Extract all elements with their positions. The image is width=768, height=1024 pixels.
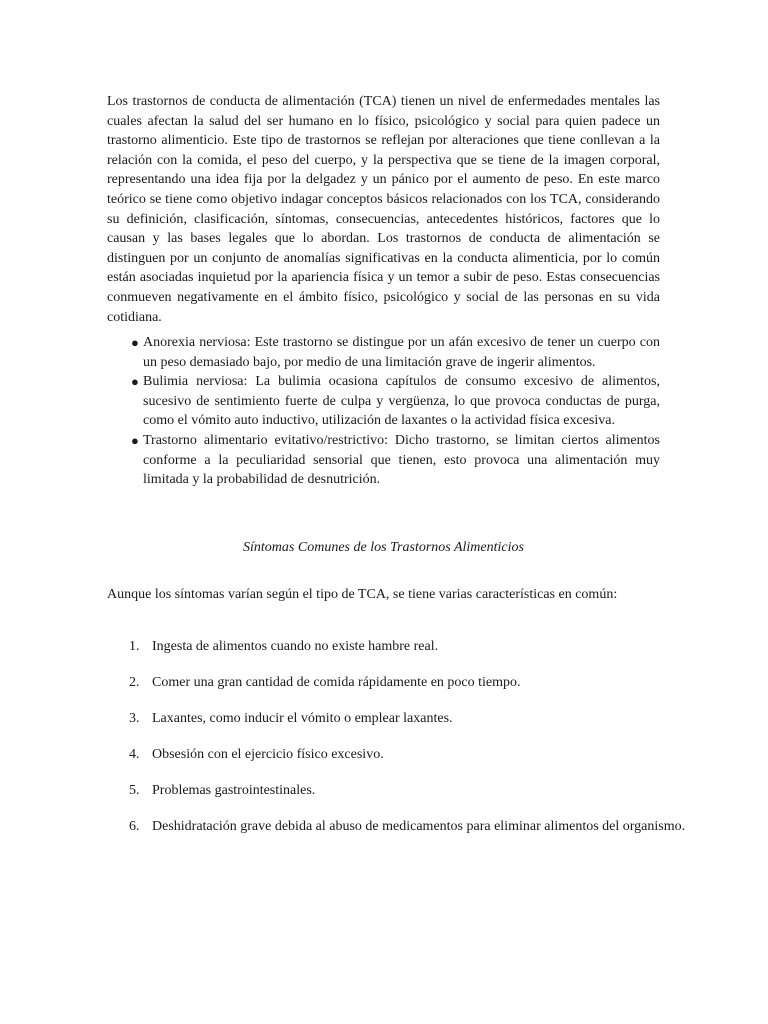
item-text: Laxantes, como inducir el vómito o emplear laxantes. xyxy=(152,711,453,726)
item-number: 2. xyxy=(129,675,140,690)
list-item xyxy=(107,773,692,809)
bullet-icon: ● xyxy=(131,374,139,390)
item-text: Deshidratación grave debida al abuso de medicamentos para eliminar alimentos del organismo. xyxy=(152,819,686,834)
bullet-text: Trastorno alimentario evitativo/restrictivo: Dicho trastorno, se limitan ciertos alimentos conforme a la peculiaridad sensorial que tienen, esto provoca una alimentación muy limitada y la probabilidad de desnutrición. xyxy=(143,432,660,488)
bullet-text: Bulimia nerviosa: La bulimia ocasiona capítulos de consumo excesivo de alimentos, sucesivo de sentimiento fuerte de culpa y vergüenza, lo que provoca conductas de purga, como el vómito auto inductivo, utilización de laxantes o la actividad física excesiva. xyxy=(143,374,660,429)
list-item xyxy=(107,701,692,737)
item-text: Comer una gran cantidad de comida rápidamente en poco tiempo. xyxy=(152,675,521,690)
list-item xyxy=(107,431,660,490)
tca-types-list xyxy=(107,333,660,490)
item-number: 3. xyxy=(129,711,140,726)
list-item xyxy=(107,372,660,431)
bullet-icon: ● xyxy=(131,432,139,448)
item-text: Ingesta de alimentos cuando no existe hambre real. xyxy=(152,639,439,654)
symptoms-list xyxy=(107,629,692,845)
item-text: Problemas gastrointestinales. xyxy=(152,783,316,798)
item-text: Obsesión con el ejercicio físico excesivo. xyxy=(152,747,384,762)
section-heading: Síntomas Comunes de los Trastornos Alimenticios xyxy=(243,540,524,555)
bullet-text: Anorexia nerviosa: Este trastorno se distingue por un afán excesivo de tener un cuerpo con un peso demasiado bajo, por medio de una limitación grave de ingerir alimentos. xyxy=(143,335,660,370)
item-number: 1. xyxy=(129,639,140,654)
item-number: 4. xyxy=(129,747,140,762)
list-item xyxy=(107,809,692,845)
list-item xyxy=(107,333,660,372)
bullet-icon: ● xyxy=(131,335,139,350)
list-item xyxy=(107,737,692,773)
intro-paragraph: Los trastornos de conducta de alimentación (TCA) tienen un nivel de enfermedades mentales las cuales afectan la salud del ser humano en lo físico, psicológico y social para quien padece un trastorno alimenticio. Este tipo de trastornos se reflejan por alteraciones que tiene conllevan a la relación con la comida, el peso del cuerpo, y la perspectiva que se tiene de la imagen corporal, representando una idea fija por la delgadez y un pánico por el aumento de peso. En este marco teórico se tiene como objetivo indagar conceptos básicos relacionados con los TCA, considerando su definición, clasificación, síntomas, consecuencias, antecedentes históricos, factores que lo causan y las bases legales que lo abordan. Los trastornos de conducta de alimentación se distinguen por un conjunto de anomalías significativas en la conducta alimenticia, por lo común están asociadas inquietud por la apariencia física y un temor a subir de peso. Estas consecuencias conmueven negativamente en el ámbito físico, psicológico y social de las personas en su vida cotidiana. xyxy=(107,94,660,325)
item-number: 6. xyxy=(129,819,140,834)
item-number: 5. xyxy=(129,783,140,798)
list-item xyxy=(107,665,692,701)
list-item xyxy=(107,629,692,665)
lead-sentence: Aunque los síntomas varían según el tipo de TCA, se tiene varias características en común: xyxy=(107,587,618,602)
